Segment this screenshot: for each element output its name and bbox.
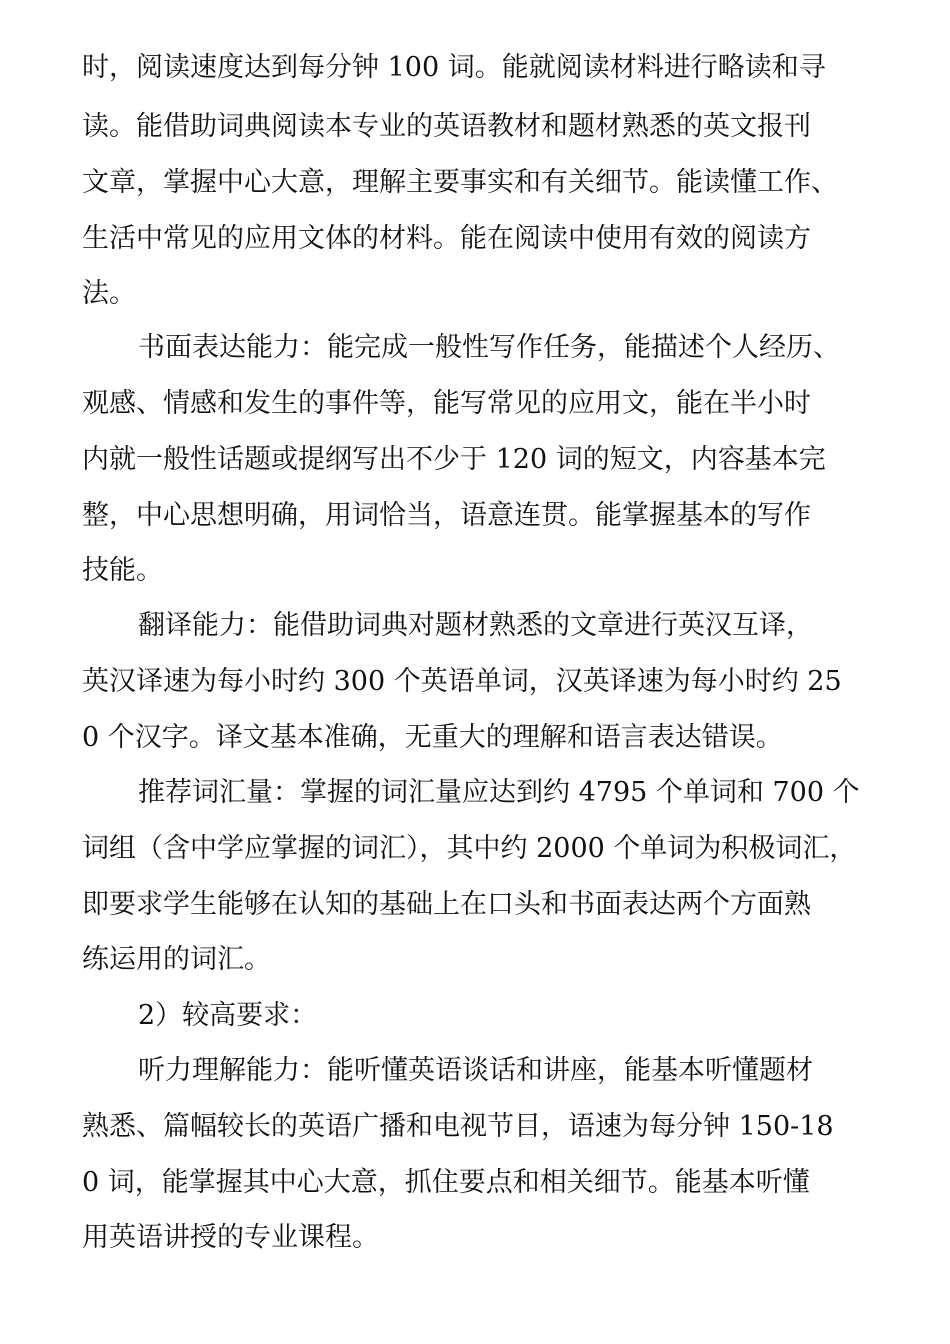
text-line: 推荐词汇量：掌握的词汇量应达到约 4795 个单词和 700 个 bbox=[138, 777, 860, 808]
text-line: 内就一般性话题或提纲写出不少于 120 词的短文，内容基本完 bbox=[82, 444, 826, 475]
text-line: 整，中心思想明确，用词恰当，语意连贯。能掌握基本的写作 bbox=[82, 500, 811, 531]
text-line: 文章，掌握中心大意，理解主要事实和有关细节。能读懂工作、 bbox=[82, 167, 838, 198]
section-heading: 2）较高要求： bbox=[138, 1000, 318, 1031]
text-line: 词组（含中学应掌握的词汇），其中约 2000 个单词为积极词汇， bbox=[82, 833, 857, 864]
text-line: 读。能借助词典阅读本专业的英语教材和题材熟悉的英文报刊 bbox=[82, 111, 811, 142]
text-line: 观感、情感和发生的事件等，能写常见的应用文，能在半小时 bbox=[82, 388, 811, 419]
text-line: 熟悉、篇幅较长的英语广播和电视节目，语速为每分钟 150-18 bbox=[82, 1111, 834, 1142]
text-line: 书面表达能力：能完成一般性写作任务，能描述个人经历、 bbox=[138, 332, 840, 363]
text-line: 生活中常见的应用文体的材料。能在阅读中使用有效的阅读方 bbox=[82, 223, 811, 254]
text-line: 听力理解能力：能听懂英语谈话和讲座，能基本听懂题材 bbox=[138, 1055, 813, 1086]
text-line: 英汉译速为每小时约 300 个英语单词，汉英译速为每小时约 25 bbox=[82, 666, 842, 697]
text-line: 0 个汉字。译文基本准确，无重大的理解和语言表达错误。 bbox=[82, 722, 783, 753]
text-line: 用英语讲授的专业课程。 bbox=[82, 1222, 379, 1253]
text-line: 即要求学生能够在认知的基础上在口头和书面表达两个方面熟 bbox=[82, 889, 811, 920]
text-line: 技能。 bbox=[82, 555, 163, 586]
text-line: 练运用的词汇。 bbox=[82, 944, 271, 975]
text-line: 翻译能力：能借助词典对题材熟悉的文章进行英汉互译， bbox=[138, 610, 813, 641]
text-line: 法。 bbox=[82, 278, 136, 309]
text-line: 时，阅读速度达到每分钟 100 词。能就阅读材料进行略读和寻 bbox=[82, 52, 826, 83]
text-line: 0 词，能掌握其中心大意，抓住要点和相关细节。能基本听懂 bbox=[82, 1167, 810, 1198]
